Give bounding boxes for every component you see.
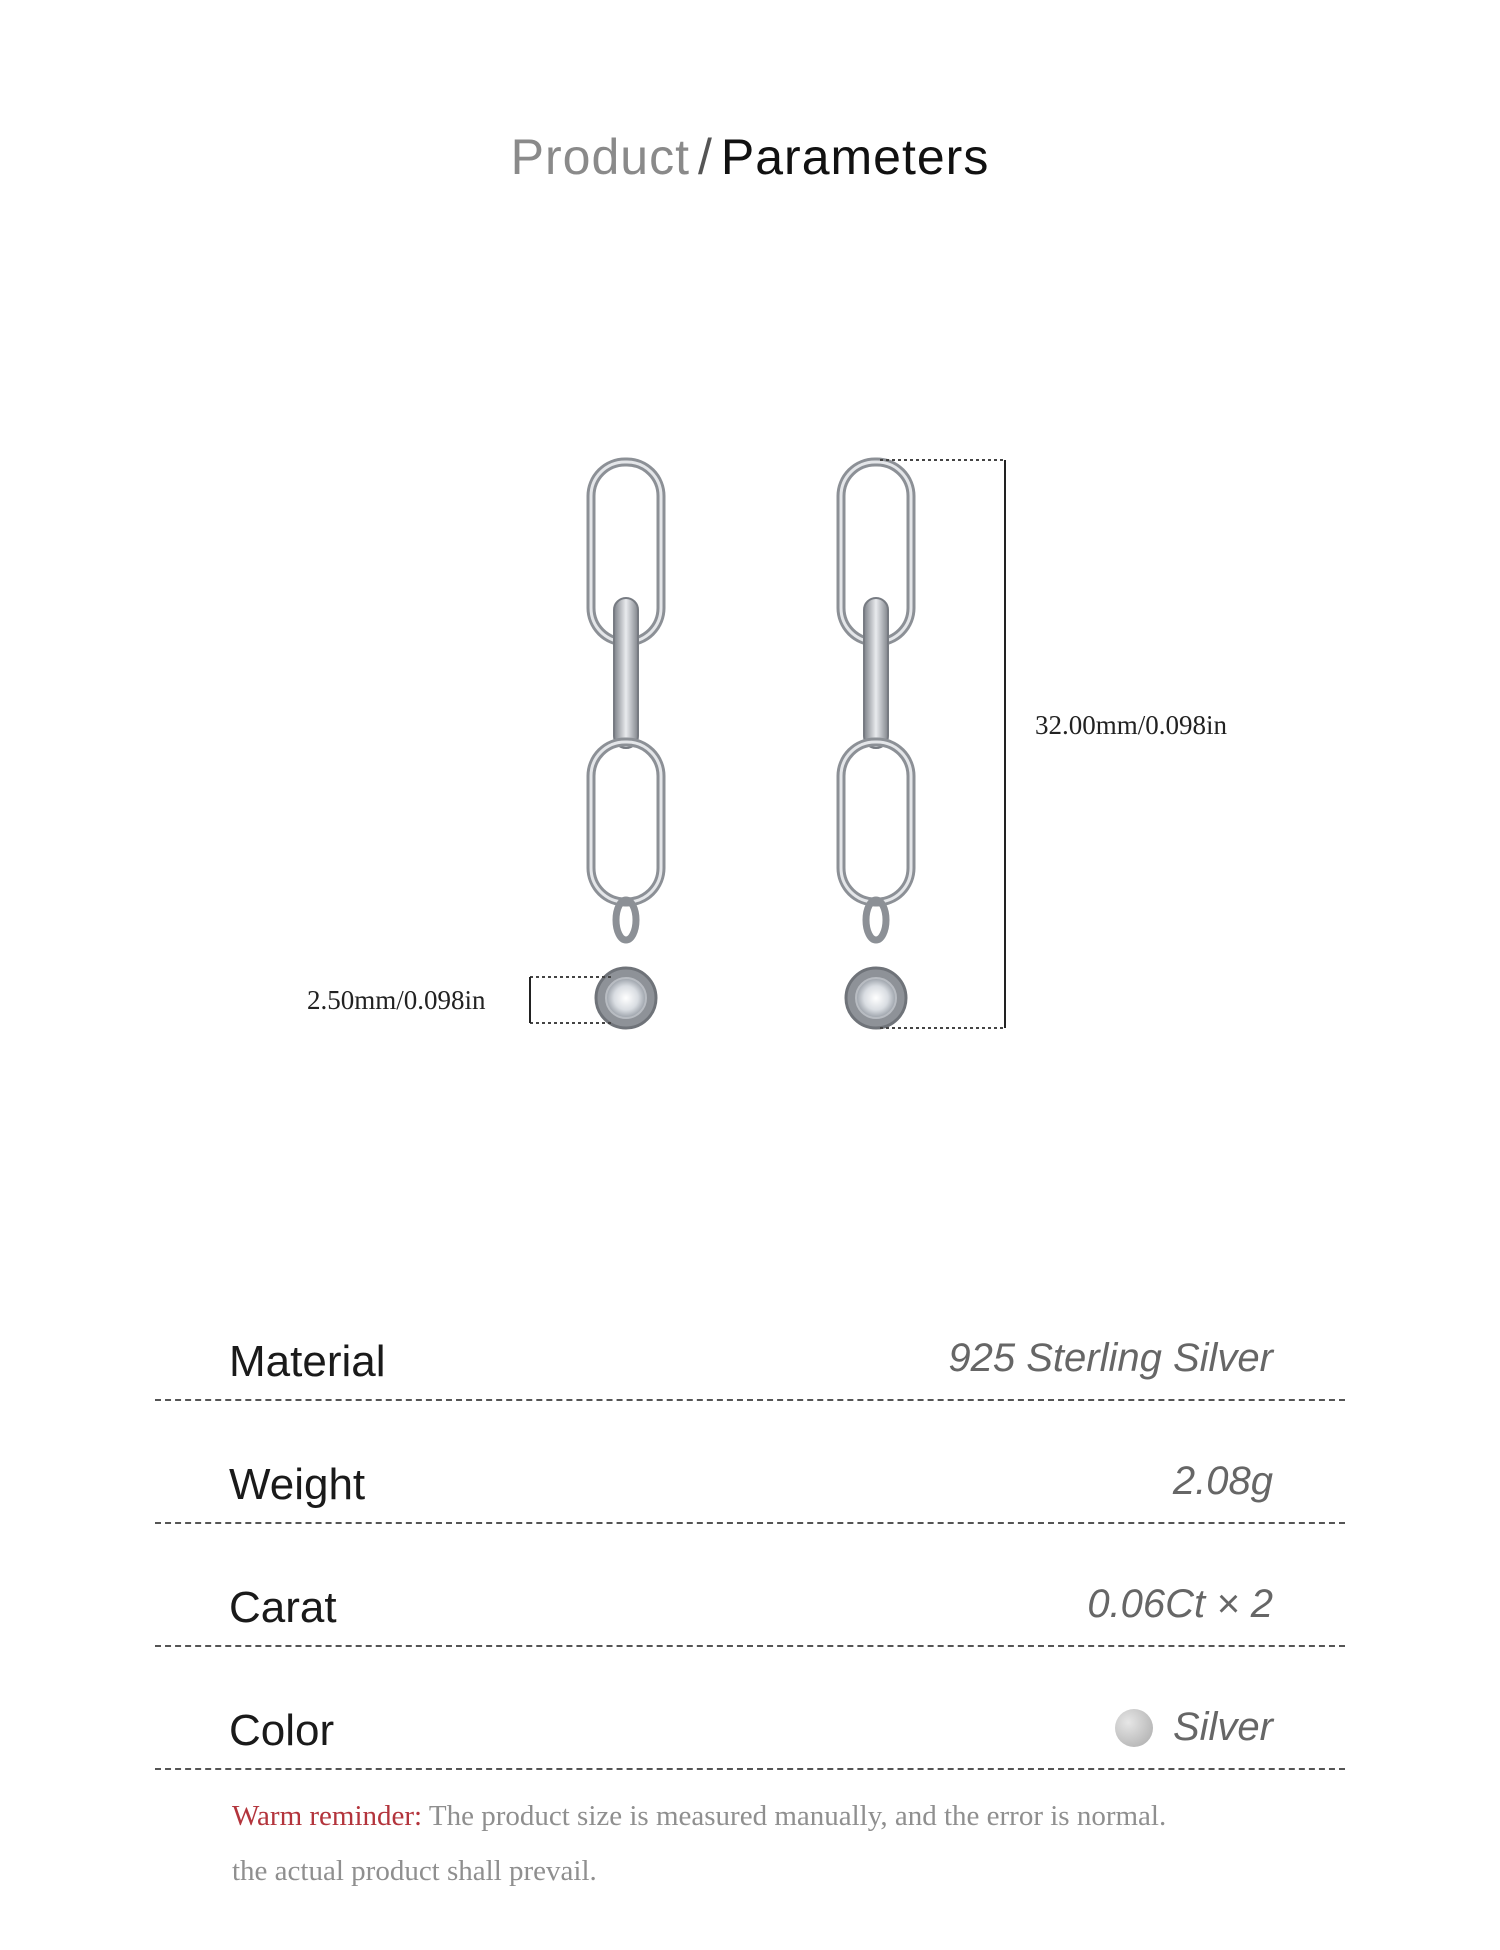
right-stone (856, 978, 896, 1018)
spec-value-wrapper (1115, 1705, 1273, 1750)
earring-illustration (0, 420, 1500, 1080)
right-earring (841, 462, 911, 1028)
reminder-prefix: Warm reminder: (232, 1800, 423, 1832)
spec-row-color (155, 1646, 1345, 1770)
spec-row-carat (155, 1523, 1345, 1647)
title-separator: / (697, 129, 713, 185)
spec-value: 0.06Ct × 2 (1087, 1582, 1273, 1626)
page-title (0, 128, 1500, 186)
spec-value: 925 Sterling Silver (948, 1336, 1273, 1380)
length-dimension-marker (880, 460, 1005, 1028)
spec-label: Carat (229, 1583, 337, 1632)
title-product: Product (510, 129, 690, 185)
spec-label: Color (229, 1706, 335, 1755)
reminder-line-1 (232, 1800, 1332, 1833)
spec-label: Material (229, 1337, 386, 1386)
left-stone (606, 978, 646, 1018)
color-swatch (1115, 1709, 1153, 1747)
reminder-line-2: the actual product shall prevail. (232, 1855, 597, 1887)
length-dimension-label: 32.00mm/0.098in (1035, 710, 1228, 740)
left-earring (591, 462, 661, 1028)
spec-label: Weight (229, 1460, 366, 1509)
spec-row-weight (155, 1400, 1345, 1524)
stone-dimension-label: 2.50mm/0.098in (307, 985, 486, 1015)
spec-row-material (155, 1277, 1345, 1401)
reminder-text-1: The product size is measured manually, and the error is normal. (428, 1800, 1167, 1832)
spec-value: Silver (1172, 1705, 1273, 1749)
spec-value: 2.08g (1172, 1459, 1273, 1503)
title-parameters: Parameters (720, 129, 990, 185)
